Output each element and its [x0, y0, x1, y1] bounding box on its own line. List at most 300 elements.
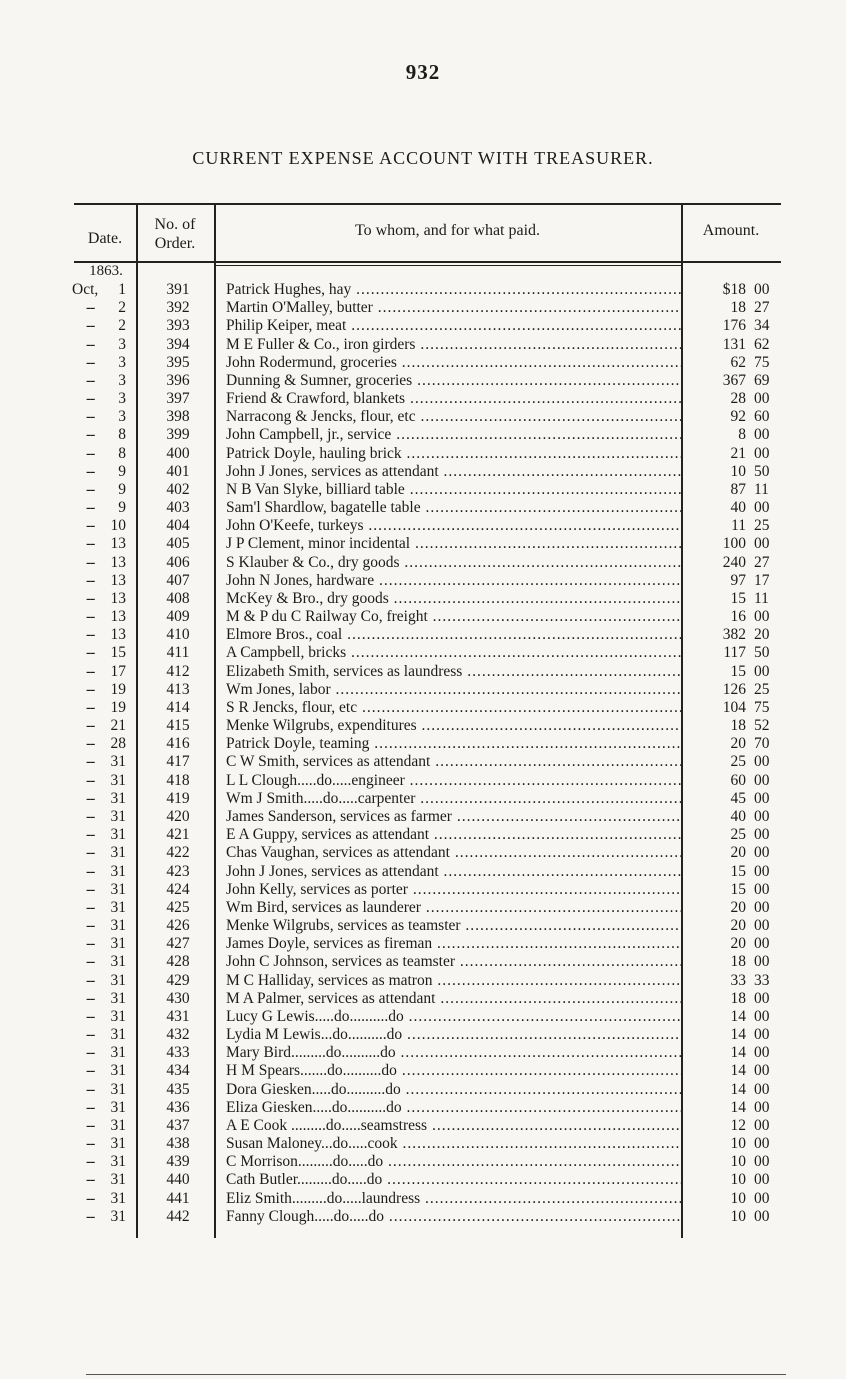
row-amount-dollars: 16: [730, 608, 746, 626]
page-title: CURRENT EXPENSE ACCOUNT WITH TREASURER.: [192, 148, 654, 168]
row-amount-cents: 27: [754, 553, 770, 571]
table-row: [74, 1008, 781, 1026]
row-order-number: 409: [166, 608, 190, 626]
row-order-number: 417: [166, 753, 190, 771]
row-order-number: 427: [166, 935, 190, 953]
row-day: 9: [118, 480, 126, 498]
row-payee: M C Halliday, services as matron .....: [226, 972, 681, 990]
row-amount-dollars: 176: [722, 317, 746, 335]
row-payee: Wm J Smith.....do.....carpenter .....: [226, 790, 681, 808]
row-day: 21: [110, 717, 126, 735]
table-row: [74, 935, 781, 953]
row-amount-dollars: 100: [722, 535, 746, 553]
ditto-mark: --: [86, 499, 95, 517]
row-amount-cents: 69: [754, 371, 770, 389]
row-amount-dollars: 104: [722, 698, 746, 716]
row-day: 31: [110, 1189, 126, 1207]
row-day: 3: [118, 371, 126, 389]
row-amount-cents: 00: [754, 281, 770, 298]
row-payee: S Klauber & Co., dry goods .....: [226, 554, 681, 572]
table-row: [74, 699, 781, 717]
row-day: 19: [110, 680, 126, 698]
ditto-mark: --: [86, 898, 95, 916]
row-amount-dollars: 117: [723, 644, 746, 662]
row-payee: Cath Butler.........do.....do .....: [226, 1171, 681, 1189]
row-amount-cents: 20: [754, 626, 770, 644]
row-payee: L L Clough.....do.....engineer .....: [226, 772, 681, 790]
row-day: 31: [110, 789, 126, 807]
row-amount-cents: 00: [754, 535, 770, 553]
row-payee: C Morrison.........do.....do .....: [226, 1153, 681, 1171]
row-amount-dollars: 14: [730, 1026, 746, 1044]
row-payee: Sam'l Shardlow, bagatelle table .....: [226, 499, 681, 517]
row-order-number: 433: [166, 1044, 190, 1062]
row-amount-cents: 75: [754, 353, 770, 371]
row-amount-dollars: $18: [722, 281, 746, 298]
row-amount-dollars: 20: [730, 735, 746, 753]
row-order-number: 407: [166, 571, 190, 589]
row-payee: Dora Giesken.....do..........do .....: [226, 1081, 681, 1099]
row-order-number: 428: [166, 953, 190, 971]
row-day: 9: [118, 462, 126, 480]
row-amount-dollars: 11: [731, 517, 746, 535]
table-row: [74, 1117, 781, 1135]
row-payee: Patrick Hughes, hay .....: [226, 281, 681, 299]
row-day: 31: [110, 1044, 126, 1062]
page-number: 932: [405, 60, 441, 84]
row-order-number: 406: [166, 553, 190, 571]
ditto-mark: --: [86, 880, 95, 898]
row-amount-cents: 00: [754, 1116, 770, 1134]
row-order-number: 430: [166, 989, 190, 1007]
table-row: [74, 626, 781, 644]
row-payee: H M Spears.......do..........do .....: [226, 1062, 681, 1080]
row-payee: A E Cook .........do.....seamstress .....: [226, 1117, 681, 1135]
table-row: [74, 317, 781, 335]
ditto-mark: --: [86, 480, 95, 498]
row-payee: Dunning & Sumner, groceries .....: [226, 372, 681, 390]
row-order-number: 429: [166, 971, 190, 989]
ditto-mark: --: [86, 626, 95, 644]
table-row: [74, 481, 781, 499]
row-payee: James Doyle, services as fireman .....: [226, 935, 681, 953]
table-row: [74, 554, 781, 572]
row-day: 3: [118, 335, 126, 353]
row-payee: John Campbell, jr., service .....: [226, 426, 681, 444]
ditto-mark: --: [86, 826, 95, 844]
row-order-number: 424: [166, 880, 190, 898]
row-order-number: 423: [166, 862, 190, 880]
row-amount-cents: 25: [754, 680, 770, 698]
ditto-mark: --: [86, 371, 95, 389]
row-amount-dollars: 12: [730, 1116, 746, 1134]
ditto-mark: --: [86, 807, 95, 825]
row-order-number: 401: [166, 462, 190, 480]
ditto-mark: --: [86, 917, 95, 935]
header-amount: Amount.: [702, 222, 760, 239]
table-row: [74, 644, 781, 662]
row-order-number: 411: [166, 644, 190, 662]
row-amount-dollars: 15: [730, 862, 746, 880]
row-payee: Chas Vaughan, services as attendant .....: [226, 844, 681, 862]
header-bottom-rule: [74, 261, 781, 263]
ditto-mark: --: [86, 335, 95, 353]
table-row: [74, 917, 781, 935]
row-day: 28: [110, 735, 126, 753]
row-amount-dollars: 20: [730, 844, 746, 862]
row-day: 31: [110, 771, 126, 789]
row-amount-cents: 50: [754, 462, 770, 480]
row-amount-cents: 00: [754, 880, 770, 898]
table-row: [74, 445, 781, 463]
row-order-number: 414: [166, 698, 190, 716]
row-payee: Wm Bird, services as launderer .....: [226, 899, 681, 917]
row-amount-dollars: 33: [730, 971, 746, 989]
row-amount-dollars: 14: [730, 1044, 746, 1062]
ditto-mark: --: [86, 1135, 95, 1153]
row-amount-dollars: 45: [730, 789, 746, 807]
row-amount-cents: 00: [754, 771, 770, 789]
table-row: [74, 354, 781, 372]
ditto-mark: --: [86, 862, 95, 880]
ditto-mark: --: [86, 1044, 95, 1062]
row-order-number: 396: [166, 371, 190, 389]
row-order-number: 399: [166, 426, 190, 444]
row-amount-cents: 00: [754, 662, 770, 680]
row-amount-cents: 00: [754, 753, 770, 771]
row-payee: John C Johnson, services as teamster .....: [226, 953, 681, 971]
ditto-mark: --: [86, 844, 95, 862]
row-day: 31: [110, 1171, 126, 1189]
row-payee: S R Jencks, flour, etc .....: [226, 699, 681, 717]
table-row: [74, 608, 781, 626]
ditto-mark: --: [86, 299, 95, 317]
row-amount-dollars: 18: [730, 953, 746, 971]
row-amount-dollars: 10: [730, 1135, 746, 1153]
table-row: [74, 663, 781, 681]
row-amount-dollars: 10: [730, 1207, 746, 1225]
row-payee: Elmore Bros., coal .....: [226, 626, 681, 644]
row-amount-cents: 00: [754, 1135, 770, 1153]
row-order-number: 392: [166, 299, 190, 317]
table-row: [74, 826, 781, 844]
row-amount-cents: 34: [754, 317, 770, 335]
row-order-number: 397: [166, 390, 190, 408]
table-row: [74, 863, 781, 881]
row-day: 15: [110, 644, 126, 662]
row-amount-dollars: 14: [730, 1007, 746, 1025]
row-amount-cents: 00: [754, 1207, 770, 1225]
ditto-mark: --: [86, 771, 95, 789]
ditto-mark: --: [86, 1098, 95, 1116]
row-order-number: 415: [166, 717, 190, 735]
ditto-mark: --: [86, 608, 95, 626]
row-amount-dollars: 20: [730, 917, 746, 935]
table-row: [74, 790, 781, 808]
ditto-mark: --: [86, 317, 95, 335]
row-amount-dollars: 25: [730, 826, 746, 844]
row-order-number: 391: [166, 281, 190, 298]
row-amount-cents: 00: [754, 844, 770, 862]
row-day: 13: [110, 626, 126, 644]
ditto-mark: --: [86, 789, 95, 807]
row-day: 13: [110, 589, 126, 607]
row-day: 31: [110, 953, 126, 971]
header-order: [136, 215, 214, 253]
row-amount-cents: 11: [754, 589, 769, 607]
ditto-mark: --: [86, 698, 95, 716]
row-amount-cents: 27: [754, 299, 770, 317]
row-day: 31: [110, 1026, 126, 1044]
year-label: 1863.: [89, 263, 123, 279]
row-amount-dollars: 8: [738, 426, 746, 444]
table-row: [74, 899, 781, 917]
ditto-mark: --: [86, 717, 95, 735]
ditto-mark: --: [86, 971, 95, 989]
ditto-mark: --: [86, 1153, 95, 1171]
row-payee: Eliz Smith.........do.....laundress .....: [226, 1190, 681, 1208]
row-amount-dollars: 367: [722, 371, 746, 389]
row-amount-cents: 00: [754, 807, 770, 825]
row-payee: Eliza Giesken.....do..........do .....: [226, 1099, 681, 1117]
row-order-number: 419: [166, 789, 190, 807]
row-payee: McKey & Bro., dry goods .....: [226, 590, 681, 608]
row-amount-cents: 00: [754, 499, 770, 517]
row-amount-dollars: 10: [730, 1153, 746, 1171]
ditto-mark: --: [86, 735, 95, 753]
row-payee: Lucy G Lewis.....do..........do .....: [226, 1008, 681, 1026]
row-order-number: 440: [166, 1171, 190, 1189]
table-row: [74, 1081, 781, 1099]
row-amount-cents: 60: [754, 408, 770, 426]
row-payee: Patrick Doyle, hauling brick .....: [226, 445, 681, 463]
row-day: 31: [110, 971, 126, 989]
ditto-mark: --: [86, 662, 95, 680]
row-amount-dollars: 18: [730, 717, 746, 735]
ditto-mark: --: [86, 935, 95, 953]
row-amount-cents: 00: [754, 826, 770, 844]
row-amount-cents: 00: [754, 1080, 770, 1098]
row-month: Oct,: [72, 281, 99, 298]
row-amount-cents: 00: [754, 1026, 770, 1044]
row-amount-cents: 00: [754, 989, 770, 1007]
ditto-mark: --: [86, 1080, 95, 1098]
ditto-mark: --: [86, 462, 95, 480]
row-day: 3: [118, 390, 126, 408]
row-payee: Fanny Clough.....do.....do .....: [226, 1208, 681, 1226]
row-order-number: 410: [166, 626, 190, 644]
ditto-mark: --: [86, 1171, 95, 1189]
row-amount-cents: 00: [754, 390, 770, 408]
table-row: [74, 1135, 781, 1153]
table-row: [74, 1099, 781, 1117]
row-amount-cents: 00: [754, 444, 770, 462]
row-day: 2: [118, 317, 126, 335]
table-row: [74, 590, 781, 608]
row-day: 31: [110, 1207, 126, 1225]
row-order-number: 420: [166, 807, 190, 825]
ditto-mark: --: [86, 953, 95, 971]
ditto-mark: --: [86, 408, 95, 426]
row-payee: Menke Wilgrubs, services as teamster .....: [226, 917, 681, 935]
table-row: [74, 1153, 781, 1171]
row-amount-cents: 00: [754, 1098, 770, 1116]
row-payee: Wm Jones, labor .....: [226, 681, 681, 699]
row-amount-dollars: 14: [730, 1080, 746, 1098]
row-amount-dollars: 20: [730, 898, 746, 916]
row-day: 31: [110, 1080, 126, 1098]
header-date: Date.: [87, 230, 123, 247]
row-payee: N B Van Slyke, billiard table .....: [226, 481, 681, 499]
table-row: [74, 1026, 781, 1044]
ditto-mark: --: [86, 1007, 95, 1025]
row-payee: Menke Wilgrubs, expenditures .....: [226, 717, 681, 735]
table-row: [74, 299, 781, 317]
row-amount-cents: 00: [754, 426, 770, 444]
row-order-number: 400: [166, 444, 190, 462]
row-amount-cents: 25: [754, 517, 770, 535]
ditto-mark: --: [86, 589, 95, 607]
row-payee: Patrick Doyle, teaming .....: [226, 735, 681, 753]
row-day: 31: [110, 844, 126, 862]
table-row: [74, 517, 781, 535]
row-payee: J P Clement, minor incidental .....: [226, 535, 681, 553]
row-payee: Mary Bird.........do..........do .....: [226, 1044, 681, 1062]
row-amount-dollars: 60: [730, 771, 746, 789]
ledger-table: [74, 203, 781, 1238]
row-amount-dollars: 10: [730, 1171, 746, 1189]
ledger-rows: [74, 281, 781, 1226]
header-order-line1: No. of: [154, 216, 196, 233]
row-amount-dollars: 21: [730, 444, 746, 462]
row-order-number: 425: [166, 898, 190, 916]
ditto-mark: --: [86, 535, 95, 553]
row-payee: M E Fuller & Co., iron girders .....: [226, 336, 681, 354]
ditto-mark: --: [86, 553, 95, 571]
row-order-number: 421: [166, 826, 190, 844]
row-day: 13: [110, 535, 126, 553]
row-amount-cents: 00: [754, 917, 770, 935]
row-payee: Martin O'Malley, butter .....: [226, 299, 681, 317]
row-order-number: 402: [166, 480, 190, 498]
ditto-mark: --: [86, 353, 95, 371]
row-day: 31: [110, 1062, 126, 1080]
row-amount-cents: 70: [754, 735, 770, 753]
ditto-mark: --: [86, 680, 95, 698]
row-amount-dollars: 15: [730, 880, 746, 898]
table-row: [74, 281, 781, 299]
table-row: [74, 426, 781, 444]
table-row: [74, 1062, 781, 1080]
table-row: [74, 336, 781, 354]
row-order-number: 436: [166, 1098, 190, 1116]
row-payee: John O'Keefe, turkeys .....: [226, 517, 681, 535]
row-order-number: 412: [166, 662, 190, 680]
row-amount-cents: 52: [754, 717, 770, 735]
row-amount-dollars: 240: [722, 553, 746, 571]
table-row: [74, 390, 781, 408]
row-order-number: 405: [166, 535, 190, 553]
table-row: [74, 499, 781, 517]
ditto-mark: --: [86, 444, 95, 462]
ditto-mark: --: [86, 390, 95, 408]
row-amount-dollars: 62: [730, 353, 746, 371]
row-amount-dollars: 18: [730, 989, 746, 1007]
table-row: [74, 808, 781, 826]
table-row: [74, 735, 781, 753]
row-order-number: 403: [166, 499, 190, 517]
row-amount-dollars: 10: [730, 462, 746, 480]
page-bottom-rule: [86, 1374, 786, 1375]
row-payee: John N Jones, hardware .....: [226, 572, 681, 590]
ditto-mark: --: [86, 1207, 95, 1225]
row-day: 31: [110, 898, 126, 916]
row-amount-cents: 00: [754, 1007, 770, 1025]
row-amount-cents: 00: [754, 608, 770, 626]
table-row: [74, 463, 781, 481]
row-payee: John J Jones, services as attendant .....: [226, 863, 681, 881]
row-amount-dollars: 10: [730, 1189, 746, 1207]
row-payee: Lydia M Lewis...do..........do .....: [226, 1026, 681, 1044]
row-amount-cents: 50: [754, 644, 770, 662]
row-order-number: 416: [166, 735, 190, 753]
row-order-number: 398: [166, 408, 190, 426]
row-amount-cents: 17: [754, 571, 770, 589]
row-amount-cents: 00: [754, 1153, 770, 1171]
row-amount-cents: 00: [754, 898, 770, 916]
row-order-number: 418: [166, 771, 190, 789]
row-amount-cents: 62: [754, 335, 770, 353]
ditto-mark: --: [86, 517, 95, 535]
row-order-number: 408: [166, 589, 190, 607]
row-day: 13: [110, 553, 126, 571]
table-row: [74, 844, 781, 862]
row-amount-dollars: 382: [722, 626, 746, 644]
row-amount-dollars: 40: [730, 807, 746, 825]
row-amount-dollars: 92: [730, 408, 746, 426]
row-amount-dollars: 14: [730, 1098, 746, 1116]
row-order-number: 442: [166, 1207, 190, 1225]
table-row: [74, 681, 781, 699]
row-amount-dollars: 15: [730, 662, 746, 680]
row-payee: M & P du C Railway Co, freight .....: [226, 608, 681, 626]
ditto-mark: --: [86, 1026, 95, 1044]
table-row: [74, 717, 781, 735]
row-payee: M A Palmer, services as attendant .....: [226, 990, 681, 1008]
row-payee: John Kelly, services as porter .....: [226, 881, 681, 899]
row-amount-dollars: 14: [730, 1062, 746, 1080]
row-day: 2: [118, 299, 126, 317]
row-order-number: 435: [166, 1080, 190, 1098]
row-day: 3: [118, 353, 126, 371]
row-order-number: 422: [166, 844, 190, 862]
row-amount-dollars: 15: [730, 589, 746, 607]
ditto-mark: --: [86, 1062, 95, 1080]
row-amount-cents: 00: [754, 953, 770, 971]
row-amount-dollars: 87: [730, 480, 746, 498]
row-day: 8: [118, 444, 126, 462]
header-paid-to: To whom, and for what paid.: [354, 222, 541, 239]
row-day: 31: [110, 753, 126, 771]
row-day: 1: [118, 281, 126, 298]
row-amount-cents: 33: [754, 971, 770, 989]
table-row: [74, 372, 781, 390]
row-day: 31: [110, 917, 126, 935]
row-day: 31: [110, 1153, 126, 1171]
row-order-number: 434: [166, 1062, 190, 1080]
table-row: [74, 572, 781, 590]
row-payee: E A Guppy, services as attendant .....: [226, 826, 681, 844]
